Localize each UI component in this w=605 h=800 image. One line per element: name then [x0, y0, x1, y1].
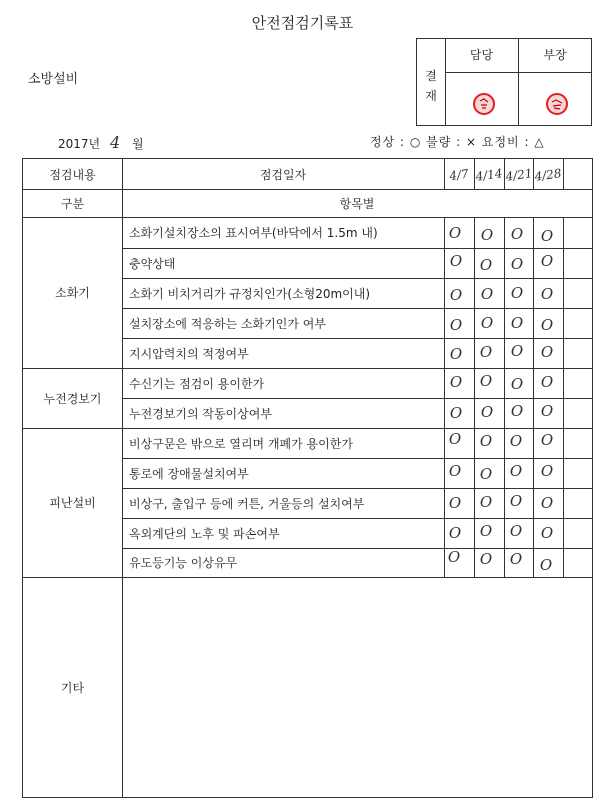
- check-mark: O: [479, 256, 493, 274]
- legend: 정상 : ○ 불량 : × 요정비 : △: [370, 135, 545, 149]
- date-col-2: 4/14: [474, 166, 504, 184]
- item-label: 충약상태: [129, 256, 176, 271]
- check-mark: O: [449, 345, 463, 363]
- check-mark: O: [510, 342, 524, 360]
- approval-label: [417, 39, 446, 125]
- header-category: 구분: [60, 196, 85, 211]
- check-mark: O: [540, 462, 554, 480]
- date-month: 4: [109, 133, 121, 152]
- approval-col-manager: [445, 39, 519, 125]
- item-label: 옥외계단의 노후 및 파손여부: [129, 526, 280, 541]
- check-mark: O: [480, 314, 494, 332]
- approval-box: [416, 38, 592, 126]
- check-mark: O: [480, 403, 494, 421]
- check-mark: O: [448, 524, 462, 542]
- check-mark: O: [479, 343, 493, 361]
- check-mark: O: [479, 493, 493, 511]
- check-mark: O: [449, 373, 463, 391]
- check-mark: O: [540, 343, 554, 361]
- check-mark: O: [479, 522, 493, 540]
- check-mark: O: [480, 226, 494, 244]
- check-mark: O: [540, 285, 554, 303]
- check-mark: O: [540, 227, 554, 245]
- check-mark: O: [540, 316, 554, 334]
- other-label: 기타: [60, 680, 85, 695]
- header-date: 점검일자: [259, 167, 307, 182]
- group-leakage-alarm: 누전경보기: [43, 391, 102, 406]
- check-mark: O: [449, 252, 463, 270]
- check-mark: O: [510, 284, 524, 302]
- item-label: 비상구, 출입구 등에 커튼, 거울등의 설치여부: [129, 496, 365, 511]
- check-mark: O: [510, 255, 524, 273]
- check-mark: O: [448, 462, 462, 480]
- check-mark: O: [448, 224, 462, 242]
- check-mark: O: [540, 252, 554, 270]
- check-mark: O: [509, 522, 523, 540]
- date-month-suffix: 월: [131, 137, 144, 151]
- item-label: 소화기설치장소의 표시여부(바닥에서 1.5m 내): [129, 226, 378, 240]
- check-mark: O: [449, 286, 463, 304]
- approval-col-director-head: 부장: [519, 39, 591, 73]
- check-mark: O: [540, 524, 554, 542]
- group-fire-extinguisher: 소화기: [55, 286, 90, 300]
- item-label: 설치장소에 적응하는 소화기인가 여부: [129, 316, 326, 331]
- page-title: 안전점검기록표: [251, 14, 354, 32]
- facility-label: 소방설비: [28, 72, 79, 87]
- approval-label-2: 재: [425, 89, 437, 103]
- seal-stamp-icon: [546, 93, 568, 115]
- check-mark: O: [480, 285, 494, 303]
- check-mark: O: [539, 556, 553, 574]
- check-mark: O: [479, 432, 493, 450]
- check-mark: O: [509, 492, 523, 510]
- group-evacuation: 피난설비: [49, 496, 96, 510]
- check-mark: O: [479, 465, 493, 483]
- check-mark: O: [510, 314, 524, 332]
- check-mark: O: [540, 373, 554, 391]
- date-year: 2017년: [58, 137, 101, 151]
- check-mark: O: [540, 494, 554, 512]
- check-mark: O: [540, 402, 554, 420]
- date-col-1: 4/7: [448, 166, 470, 184]
- check-mark: O: [540, 431, 554, 449]
- approval-col-manager-head: 담당: [445, 39, 518, 73]
- check-mark: O: [509, 432, 523, 450]
- inspection-table: [22, 158, 593, 798]
- check-mark: O: [479, 372, 493, 390]
- date-row: [58, 133, 144, 152]
- check-mark: O: [510, 375, 524, 393]
- check-mark: O: [449, 316, 463, 334]
- item-label: 유도등기능 이상유무: [129, 556, 238, 570]
- check-mark: O: [447, 548, 461, 566]
- header-content: 점검내용: [49, 167, 96, 182]
- item-label: 지시압력치의 적정여부: [129, 346, 249, 361]
- check-mark: O: [448, 494, 462, 512]
- date-col-4: 4/28: [533, 166, 563, 184]
- check-mark: O: [448, 430, 462, 448]
- check-mark: O: [510, 225, 524, 243]
- item-label: 소화기 비치거리가 규정치인가(소형20m이내): [129, 286, 371, 301]
- seal-stamp-icon: [473, 93, 495, 115]
- check-mark: O: [510, 402, 524, 420]
- other-notes-area: [123, 578, 591, 796]
- check-mark: O: [509, 550, 523, 568]
- item-label: 수신기는 점검이 용이한가: [129, 376, 265, 391]
- item-label: 누전경보기의 작동이상여부: [129, 406, 272, 421]
- check-mark: O: [449, 404, 463, 422]
- approval-col-director: [519, 39, 591, 125]
- check-mark: O: [509, 462, 523, 480]
- header-items: 항목별: [339, 196, 375, 211]
- approval-label-1: 결: [425, 69, 437, 83]
- item-label: 비상구문은 밖으로 열리며 개폐가 용이한가: [129, 436, 353, 451]
- item-label: 통로에 장애물설치여부: [129, 466, 249, 481]
- check-mark: O: [479, 550, 493, 568]
- date-col-3: 4/21: [504, 166, 534, 184]
